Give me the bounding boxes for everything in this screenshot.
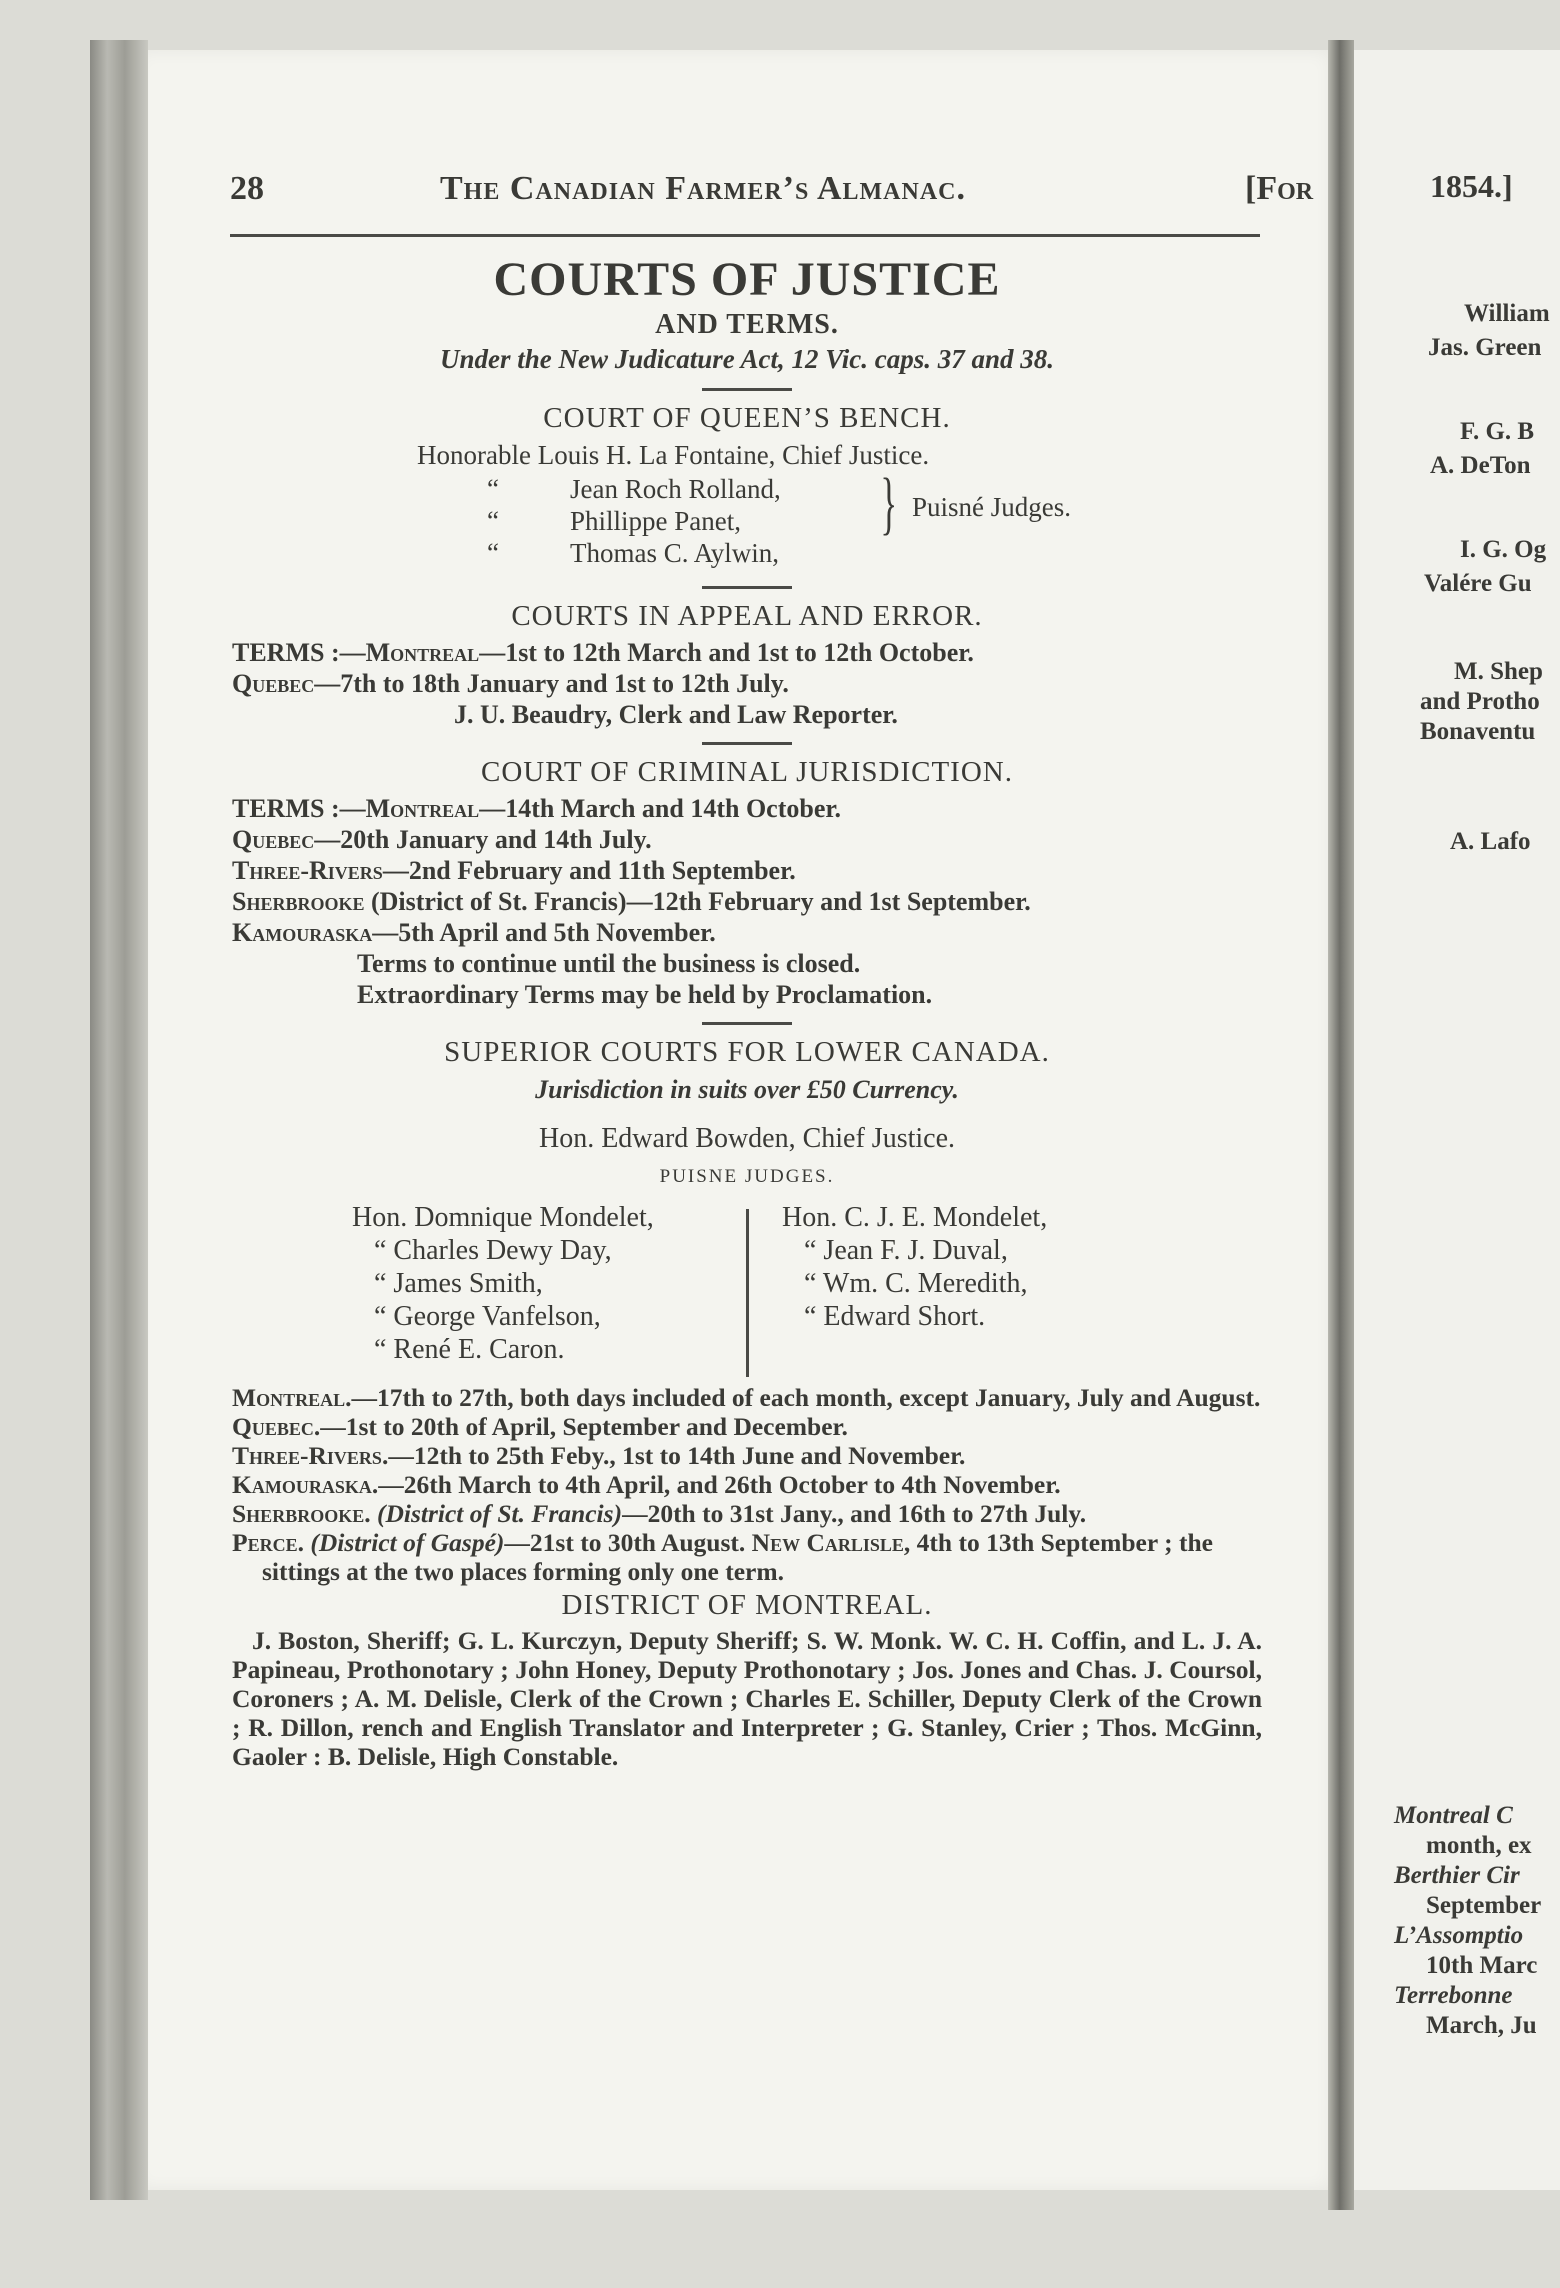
judge-entry: “ Jean F. J. Duval, [804, 1235, 1008, 1266]
chief-justice: Honorable Louis H. La Fontaine, Chief Justice. [417, 440, 930, 470]
term-dates: —17th to 27th, both days included of each month, except January, July and August. [351, 1383, 1261, 1412]
divider [702, 742, 792, 745]
right-line: L’Assomptio [1394, 1922, 1524, 1949]
running-title: The Canadian Farmer’s Almanac. [440, 170, 966, 207]
puisne-judges-head: PUISNE JUDGES. [659, 1166, 835, 1187]
right-line: March, Ju [1426, 2012, 1537, 2039]
column-divider [746, 1209, 749, 1377]
judges-right-column [782, 1201, 1047, 1333]
terms-prefix: TERMS :— [232, 638, 366, 667]
superior-term [232, 1383, 1262, 1412]
right-line: A. DeTon [1430, 452, 1531, 479]
district-name: (District of Gaspé) [303, 1528, 505, 1557]
term-dates: —12th to 25th Feby., 1st to 14th June and November. [388, 1441, 966, 1470]
queens-bench-heading: COURT OF QUEEN’S BENCH. [543, 402, 951, 434]
judge-entry: “ Charles Dewy Day, [374, 1235, 612, 1266]
term-dates: 4th to 13th September ; the sittings at the two places forming only one term. [262, 1528, 1213, 1586]
appeal-terms-line [232, 668, 1262, 699]
right-line: Jas. Green [1428, 334, 1542, 361]
appeal-heading: COURTS IN APPEAL AND ERROR. [511, 600, 983, 632]
main-title: COURTS OF JUSTICE [493, 253, 1001, 306]
act-line: Under the New Judicature Act, 12 Vic. caps. 37 and 38. [439, 344, 1054, 374]
judge-entry: “ James Smith, [374, 1268, 543, 1299]
superior-term [232, 1441, 1262, 1470]
superior-heading: SUPERIOR COURTS FOR LOWER CANADA. [444, 1036, 1050, 1068]
right-line: Bonaventu [1420, 718, 1536, 745]
judge-entry: Hon. C. J. E. Mondelet, [782, 1202, 1048, 1233]
city-name: Perce. [232, 1528, 304, 1557]
superior-term [232, 1499, 1262, 1528]
right-line: William [1464, 300, 1550, 327]
subtitle: AND TERMS. [655, 309, 839, 340]
divider [702, 586, 792, 589]
city-name: Three-Rivers [232, 856, 383, 885]
term-dates: —21st to 30th August. [504, 1528, 752, 1557]
city-name: Montreal. [232, 1383, 352, 1412]
city-name: Sherbrooke. [232, 1499, 371, 1528]
term-dates: —20th to 31st Jany., and 16th to 27th July. [622, 1499, 1087, 1528]
city-name: Sherbrooke [232, 887, 365, 916]
right-page-header: 1854.] [1430, 168, 1513, 204]
city-name: Kamouraska [232, 918, 373, 947]
divider [702, 1022, 792, 1025]
terms-prefix: TERMS :— [232, 794, 366, 823]
city-name: New Carlisle, [751, 1528, 911, 1557]
appeal-clerk: J. U. Beaudry, Clerk and Law Reporter. [454, 700, 898, 729]
criminal-note: Extraordinary Terms may be held by Proclamation. [357, 980, 933, 1009]
queens-bench-list [232, 439, 1262, 568]
term-dates: —5th April and 5th November. [372, 918, 716, 947]
city-name: Quebec [232, 825, 315, 854]
right-line: month, ex [1426, 1832, 1532, 1859]
page-header [230, 170, 1415, 220]
criminal-heading: COURT OF CRIMINAL JURISDICTION. [481, 756, 1013, 788]
city-name: Kamouraska. [232, 1470, 379, 1499]
divider [702, 388, 792, 391]
city-name: Montreal [365, 638, 480, 667]
superior-term [232, 1528, 1262, 1586]
criminal-terms-line [232, 793, 1262, 824]
superior-chief: Hon. Edward Bowden, Chief Justice. [538, 1123, 956, 1154]
right-page [1354, 50, 1560, 2190]
header-rule [230, 234, 1260, 237]
right-line: Terrebonne [1394, 1982, 1513, 2009]
right-line: and Protho [1420, 688, 1540, 715]
right-line: M. Shep [1454, 658, 1543, 685]
district-name: (District of St. Francis) [370, 1499, 623, 1528]
judge-name: Thomas C. Aylwin, [570, 538, 780, 568]
book-gutter [1328, 40, 1354, 2210]
page-content [232, 248, 1262, 1771]
judge-entry: Hon. Domnique Mondelet, [352, 1202, 654, 1233]
judge-entry: “ Wm. C. Meredith, [804, 1268, 1028, 1299]
right-line: Berthier Cir [1394, 1862, 1520, 1889]
term-dates: —26th March to 4th April, and 26th October to 4th November. [378, 1470, 1061, 1499]
judges-left-column [352, 1201, 654, 1366]
puisne-label: Puisné Judges. [912, 492, 1072, 522]
montreal-district-heading: DISTRICT OF MONTREAL. [561, 1589, 933, 1621]
appeal-terms-line [232, 637, 1262, 668]
criminal-terms-line [232, 824, 1262, 855]
jurisdiction-line: Jurisdiction in suits over £50 Currency. [535, 1075, 959, 1104]
right-line: September [1426, 1892, 1542, 1919]
judge-entry: “ René E. Caron. [374, 1334, 565, 1365]
page-number: 28 [230, 170, 264, 207]
puisne-judges-table [232, 1201, 1262, 1383]
term-dates: (District of St. Francis)—12th February and 1st September. [364, 887, 1031, 916]
superior-term [232, 1412, 1262, 1441]
city-name: Three-Rivers. [232, 1441, 389, 1470]
term-dates: —1st to 20th of April, September and December. [320, 1412, 848, 1441]
right-line: 10th Marc [1426, 1952, 1538, 1979]
right-line: F. G. B [1460, 418, 1535, 445]
right-line: Montreal C [1394, 1802, 1513, 1829]
term-dates: —14th March and 14th October. [479, 794, 842, 823]
judge-name: Phillippe Panet, [570, 506, 741, 536]
running-bracket: [For [1245, 170, 1314, 207]
judge-mark: “ [487, 474, 499, 504]
term-dates: —20th January and 14th July. [314, 825, 652, 854]
criminal-note: Terms to continue until the business is closed. [357, 949, 861, 978]
judge-entry: “ Edward Short. [804, 1301, 986, 1332]
brace-glyph: } [880, 465, 898, 542]
judge-mark: “ [487, 506, 499, 536]
montreal-district-officers: J. Boston, Sheriff; G. L. Kurczyn, Deputy Sheriff; S. W. Monk. W. C. H. Coffin, and L. J. A. Papineau, Prothonotary ; John Honey, Deputy Prothonotary ; Jos. Jones and Chas. J. Coursol, Coroners ; A. M. Delisle, Clerk of the Crown ; Charles E. Schiller, Deputy Clerk of the Crown ; R. Dillon, rench and English Translator and Interpreter ; G. Stanley, Crier ; Thos. McGinn, Gaoler : B. Delisle, High Constable. [232, 1626, 1262, 1771]
book-edge [90, 40, 148, 2200]
city-name: Quebec [232, 669, 315, 698]
term-dates: —7th to 18th January and 1st to 12th July. [314, 669, 789, 698]
judge-mark: “ [487, 538, 499, 568]
city-name: Quebec. [232, 1412, 321, 1441]
term-dates: —2nd February and 11th September. [382, 856, 796, 885]
right-line: Valére Gu [1424, 570, 1532, 597]
judge-entry: “ George Vanfelson, [374, 1301, 601, 1332]
criminal-terms-line [232, 855, 1262, 886]
criminal-terms-line [232, 917, 1262, 948]
superior-term [232, 1470, 1262, 1499]
judge-name: Jean Roch Rolland, [570, 474, 781, 504]
term-dates: —1st to 12th March and 1st to 12th October. [479, 638, 974, 667]
right-line: A. Lafo [1450, 828, 1531, 855]
right-line: I. G. Og [1460, 536, 1547, 563]
city-name: Montreal [365, 794, 480, 823]
criminal-terms-line [232, 886, 1262, 917]
